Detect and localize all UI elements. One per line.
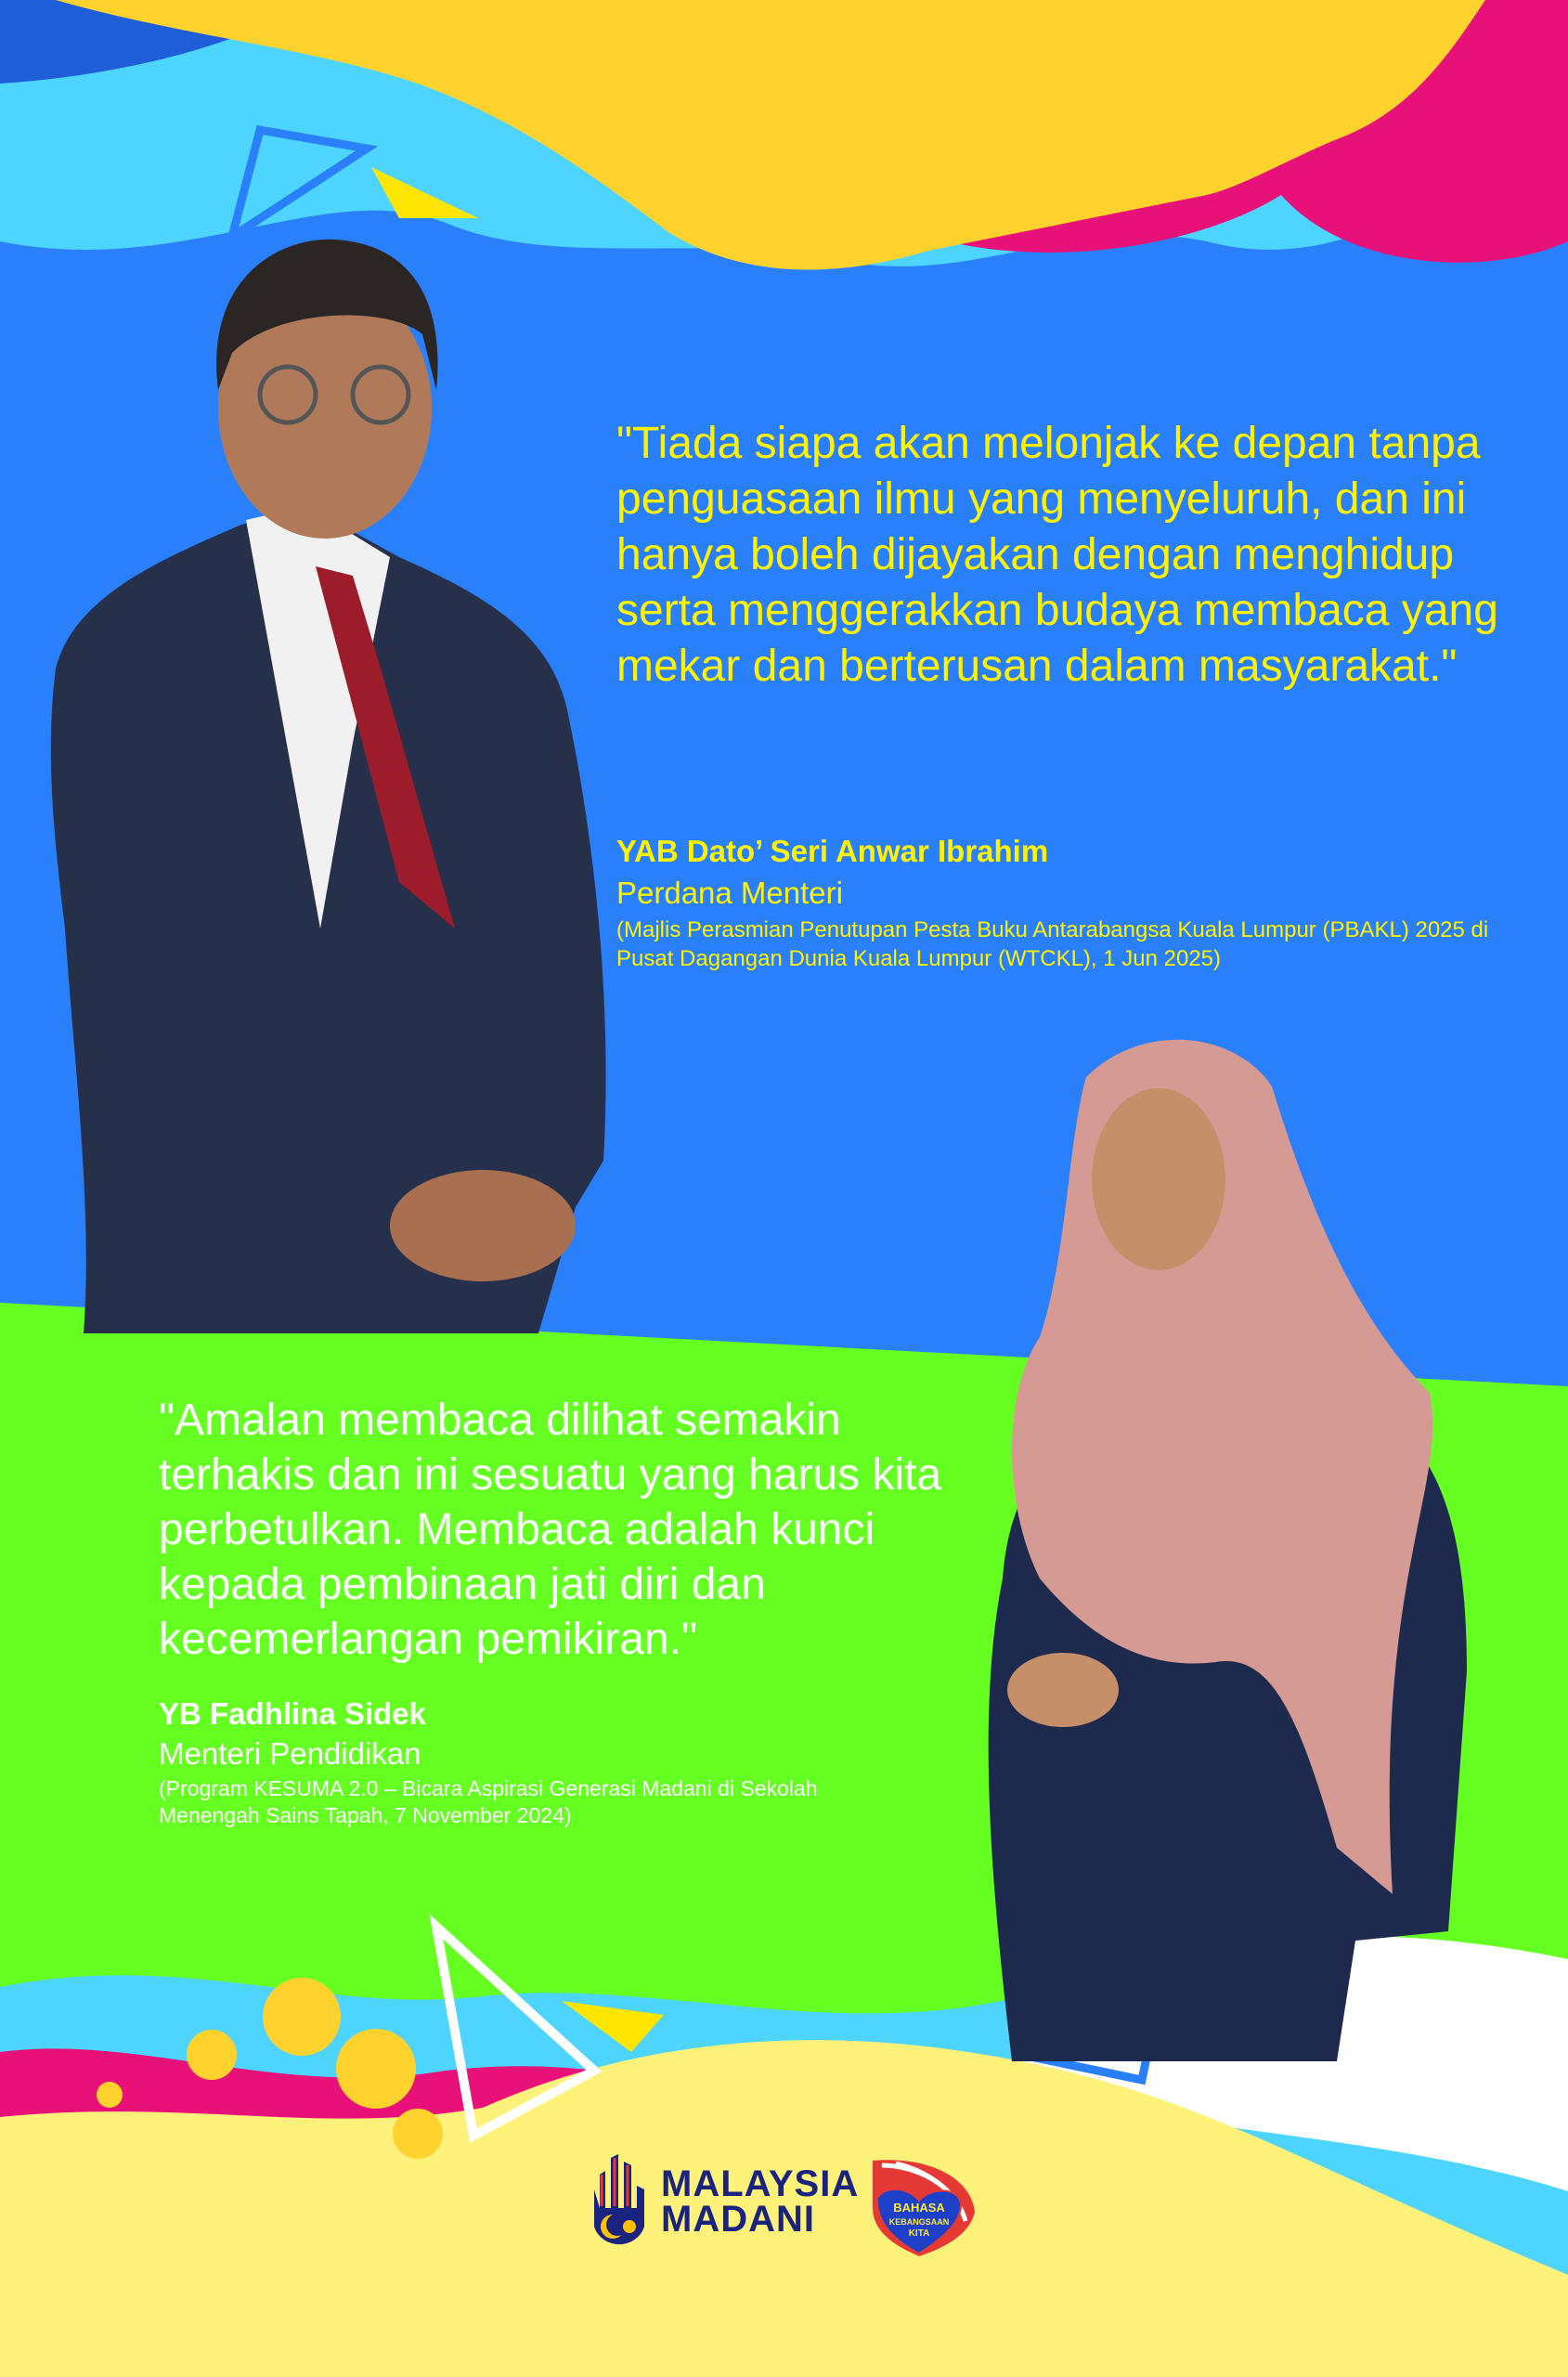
madani-line1: MALAYSIA bbox=[661, 2163, 860, 2204]
speaker-name: YB Fadhlina Sidek bbox=[159, 1696, 426, 1731]
svg-text:KEBANGSAAN: KEBANGSAAN bbox=[888, 2217, 950, 2227]
svg-text:KITA: KITA bbox=[908, 2228, 930, 2239]
quote-citation: (Program KESUMA 2.0 – Bicara Aspirasi Generasi Madani di Sekolah Menengah Sains Tapah, 7 November 2024) bbox=[159, 1776, 818, 1827]
madani-hand-icon bbox=[590, 2152, 648, 2251]
speaker-name: YAB Dato’ Seri Anwar Ibrahim bbox=[616, 834, 1049, 868]
quote-citation: (Majlis Perasmian Penutupan Pesta Buku Antarabangsa Kuala Lumpur (PBAKL) 2025 di Pusat Dagangan Dunia Kuala Lumpur (WTCKL), 1 Jun 2025) bbox=[616, 917, 1489, 971]
madani-line2: MADANI bbox=[661, 2199, 815, 2240]
cintailah-bahasa-logo bbox=[868, 2156, 979, 2263]
speaker-role: Menteri Pendidikan bbox=[159, 1736, 421, 1771]
quote-education-minister: "Amalan membaca dilihat semakin terhakis dan ini sesuatu yang harus kita perbetulkan. Membaca adalah kunci kepada pembinaan jati diri dan kecemerlangan pemikiran." bbox=[159, 1396, 942, 1664]
quote-prime-minister: "Tiada siapa akan melonjak ke depan tanpa penguasaan ilmu yang menyeluruh, dan ini hanya boleh dijayakan dengan menghidup serta menggerakkan budaya membaca yang mekar dan berterusan dalam masyarakat." bbox=[616, 419, 1498, 691]
speaker-role: Perdana Menteri bbox=[616, 876, 843, 910]
malaysia-madani-logo bbox=[590, 2152, 859, 2251]
cintailah-text: BAHASA bbox=[893, 2201, 945, 2215]
